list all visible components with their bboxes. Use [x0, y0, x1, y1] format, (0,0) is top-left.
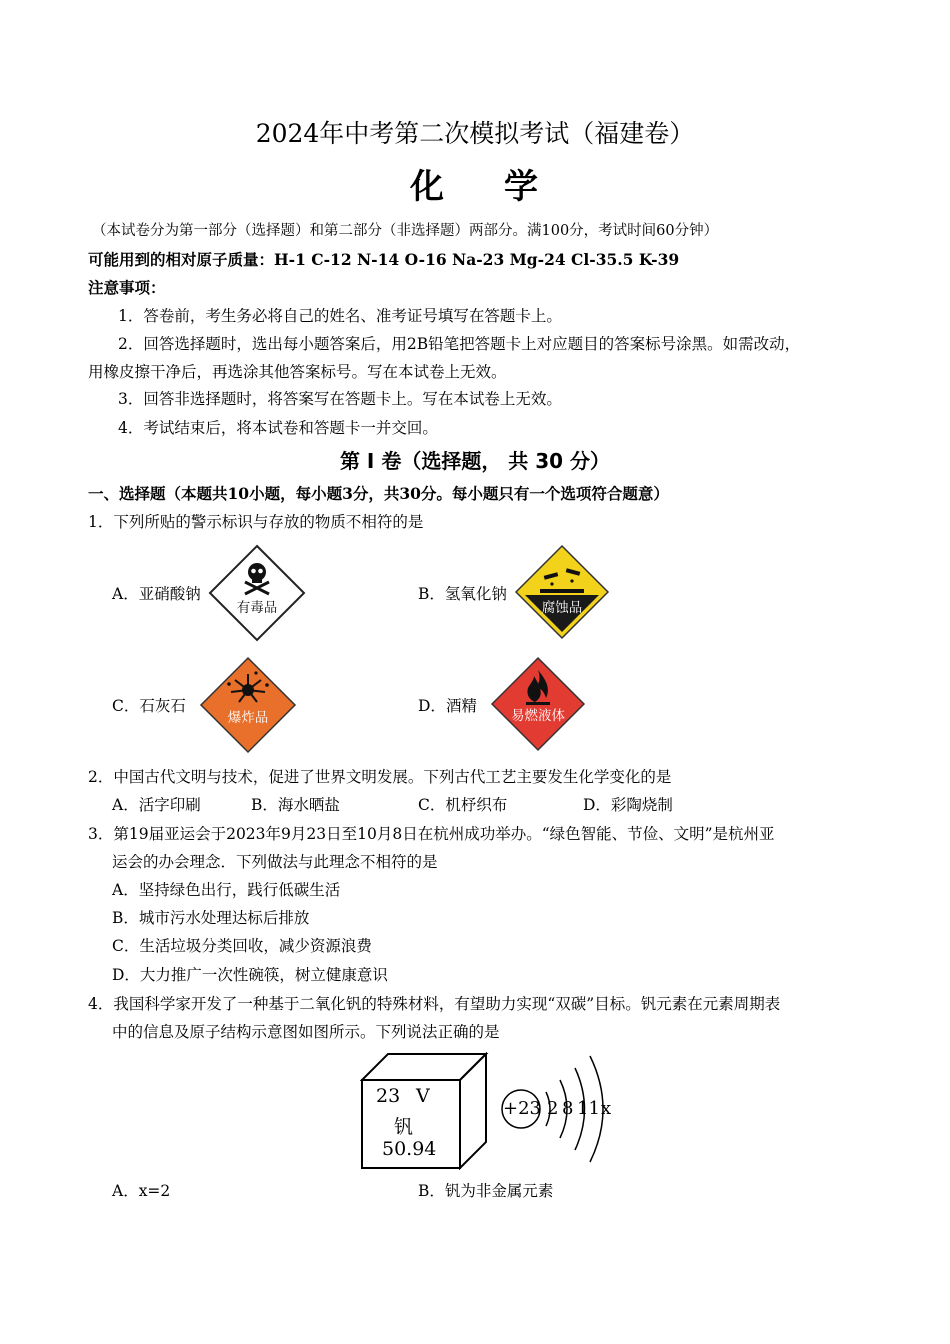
atom-shell-4: x — [601, 1098, 612, 1119]
element-number: 23 — [376, 1085, 401, 1107]
q2-option-c: C．机杼织布 — [418, 796, 508, 814]
exam-title: 2024年中考第二次模拟考试（福建卷） — [255, 119, 695, 148]
subject-title — [0, 166, 950, 208]
q4-stem-line-2: 中的信息及原子结构示意图如图所示。下列说法正确的是 — [112, 1023, 500, 1041]
notice-item-2-cont: 用橡皮擦干净后，再选涂其他答案标号。写在本试卷上无效。 — [88, 363, 507, 381]
atom-structure-diagram — [500, 1050, 620, 1170]
q1-option-b-letter: B． — [418, 585, 445, 603]
notice-item-4: 4．考试结束后，将本试卷和答题卡一并交回。 — [118, 419, 438, 437]
q1-option-d-letter: D． — [418, 697, 446, 715]
q1-option-c-letter: C． — [112, 697, 140, 715]
q3-option-b: B．城市污水处理达标后排放 — [112, 909, 310, 927]
notice-item-1: 1．答卷前，考生务必将自己的姓名、准考证号填写在答题卡上。 — [118, 307, 562, 325]
subject-char-1: 化 — [410, 167, 446, 207]
q1-option-c — [112, 696, 186, 716]
notice-heading: 注意事项： — [88, 278, 166, 297]
corrosive-sign — [514, 544, 610, 640]
toxic-sign — [208, 544, 306, 642]
q2-option-b: B．海水晒盐 — [251, 796, 340, 814]
q4-option-a: A．x=2 — [112, 1182, 171, 1200]
q1-stem: 1．下列所贴的警示标识与存放的物质不相符的是 — [88, 513, 424, 531]
atom-shell-3: 11 — [577, 1098, 600, 1119]
explosive-sign — [199, 656, 297, 754]
element-mass: 50.94 — [382, 1138, 437, 1160]
q1-option-b-text: 氢氧化钠 — [444, 585, 507, 603]
q3-stem-line-2: 运会的办会理念．下列做法与此理念不相符的是 — [112, 853, 438, 871]
part-heading: 一、选择题（本题共10小题，每小题3分，共30分。每小题只有一个选项符合题意） — [88, 484, 669, 503]
q2-option-a: A．活字印刷 — [112, 796, 201, 814]
q2-option-d: D．彩陶烧制 — [583, 796, 673, 814]
explosive-sign-label: 爆炸品 — [227, 710, 269, 726]
exam-note: （本试卷分为第一部分（选择题）和第二部分（非选择题）两部分。满100分，考试时间60分钟） — [92, 223, 719, 239]
toxic-sign-label: 有毒品 — [236, 600, 278, 616]
element-card — [360, 1052, 490, 1170]
q1-option-a-letter: A． — [112, 585, 139, 603]
q1-option-b — [418, 584, 507, 604]
notice-item-2: 2．回答选择题时，选出每小题答案后，用2B铅笔把答题卡上对应题目的答案标号涂黑。如需改动， — [118, 335, 801, 353]
q3-option-c: C．生活垃圾分类回收，减少资源浪费 — [112, 937, 372, 955]
q3-option-d: D．大力推广一次性碗筷，树立健康意识 — [112, 966, 388, 984]
corrosive-sign-label: 腐蚀品 — [541, 600, 583, 616]
q4-option-b: B．钒为非金属元素 — [418, 1182, 554, 1200]
section-title: 第 I 卷（选择题， 共 30 分） — [339, 449, 611, 473]
q1-option-a — [112, 584, 201, 604]
q1-option-d — [418, 696, 477, 716]
q4-stem-line-1: 4．我国科学家开发了一种基于二氧化钒的特殊材料，有望助力实现“双碳”目标。钒元素在元素周期表 — [88, 995, 781, 1013]
q1-option-d-text: 酒精 — [445, 697, 477, 715]
subject-char-2: 学 — [504, 167, 540, 207]
element-name: 钒 — [394, 1116, 414, 1138]
flammable-sign-label: 易燃液体 — [511, 708, 565, 724]
atomic-masses: 可能用到的相对原子质量：H-1 C-12 N-14 O-16 Na-23 Mg-24 Cl-35.5 K-39 — [88, 250, 680, 269]
q3-stem-line-1: 3．第19届亚运会于2023年9月23日至10月8日在杭州成功举办。“绿色智能、节俭、文明”是杭州亚 — [88, 825, 775, 843]
atom-shell-2: 8 — [562, 1098, 574, 1119]
atom-nucleus: +23 — [503, 1098, 541, 1119]
atom-shell-1: 2 — [547, 1098, 559, 1119]
notice-item-3: 3．回答非选择题时，将答案写在答题卡上。写在本试卷上无效。 — [118, 390, 562, 408]
q3-option-a: A．坚持绿色出行，践行低碳生活 — [112, 881, 341, 899]
q2-stem: 2．中国古代文明与技术，促进了世界文明发展。下列古代工艺主要发生化学变化的是 — [88, 768, 672, 786]
element-symbol: V — [416, 1085, 430, 1107]
flammable-sign — [490, 656, 586, 752]
q1-option-c-text: 石灰石 — [139, 697, 186, 715]
q1-option-a-text: 亚硝酸钠 — [138, 585, 201, 603]
